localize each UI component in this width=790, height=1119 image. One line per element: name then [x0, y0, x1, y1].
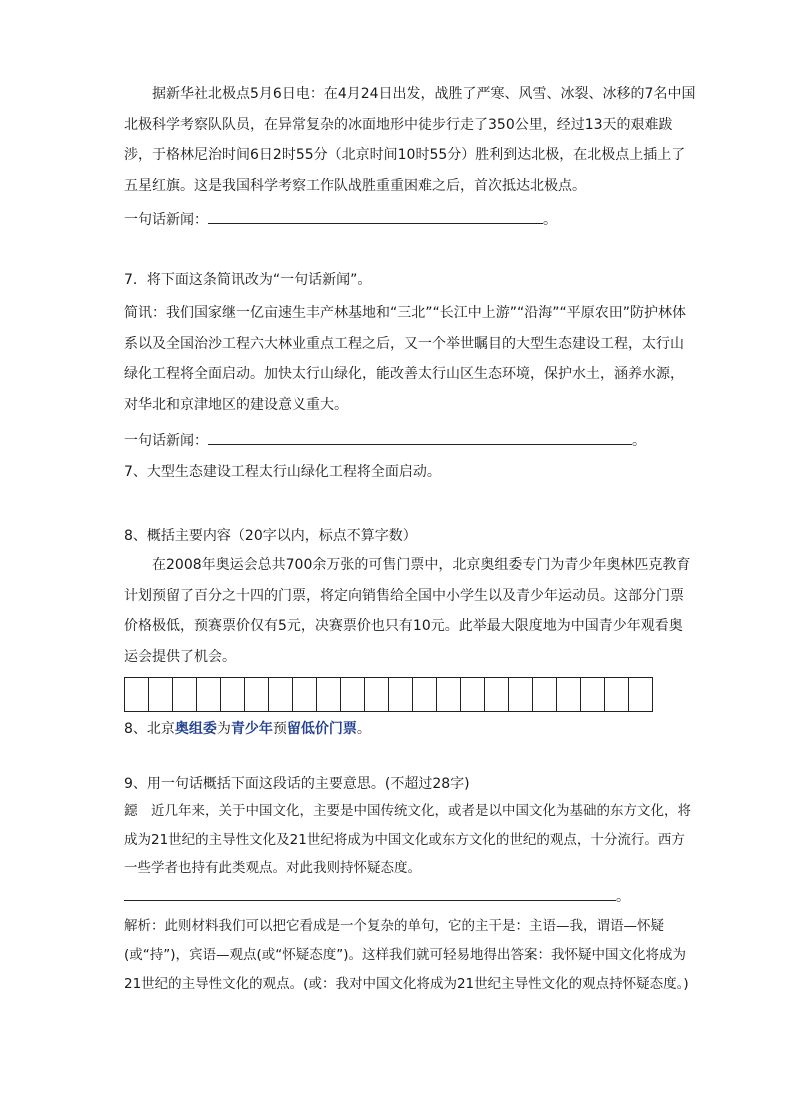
answer-text: 。: [356, 721, 371, 737]
answer-highlight: 留低价门票: [286, 721, 357, 737]
answer-blank-end: 。: [616, 889, 630, 905]
grid-cell[interactable]: [245, 678, 269, 711]
question-7-brief: 简讯：我们国家继一亿亩速生丰产林基地和“三北”“长江中上游”“沿海”“平原农田”防护林体系以及全国治沙工程六大林业重点工程之后，又一个举世瞩目的大型生态建设工程，太行山绿化工程将全面启动。加快太行山绿化，能改善太行山区生态环境，保护水土，涵养水源，对华北和京津地区的建设意义重大。: [124, 305, 687, 413]
grid-cell[interactable]: [125, 678, 149, 711]
question-7-answer: 7、大型生态建设工程太行山绿化工程将全面启动。: [124, 464, 441, 480]
answer-blank-end: 。: [543, 212, 557, 228]
grid-cell[interactable]: [149, 678, 173, 711]
grid-cell[interactable]: [173, 678, 197, 711]
one-sentence-news-2: [124, 430, 646, 451]
question-8-title: 8、概括主要内容（20字以内，标点不算字数）: [124, 528, 417, 544]
grid-cell[interactable]: [437, 678, 461, 711]
answer-highlight: 奥组委: [174, 721, 217, 737]
news-paragraph-1: 据新华社北极点5月6日电：在4月24日出发，战胜了严寒、风雪、冰裂、冰移的7名中国北极科学考察队队员，在异常复杂的冰面地形中徒步行走了350公里，经过13天的艰难跋涉，于格林尼治时间6日2时55分（北京时间10时55分）胜利到达北极，在北极点上插上了五星红旗。这是我国科学考察工作队战胜重重困难之后，首次抵达北极点。: [124, 86, 696, 194]
grid-cell[interactable]: [317, 678, 341, 711]
grid-cell[interactable]: [197, 678, 221, 711]
grid-cell[interactable]: [629, 678, 653, 711]
grid-cell[interactable]: [269, 678, 293, 711]
grid-cell[interactable]: [557, 678, 581, 711]
grid-cell[interactable]: [581, 678, 605, 711]
question-8-answer: [124, 719, 371, 739]
grid-cell[interactable]: [605, 678, 629, 711]
grid-cell[interactable]: [461, 678, 485, 711]
grid-cell[interactable]: [533, 678, 557, 711]
answer-blank-1[interactable]: [208, 209, 543, 224]
question-9-analysis: 解析：此则材料我们可以把它看成是一个复杂的单句，它的主干是：主语—我，谓语—怀疑(或“持”)，宾语—观点(或“怀疑态度”)。这样我们就可轻易地得出答案：我怀疑中国文化将成为21世纪的主导性文化的观点。(或：我对中国文化将成为21世纪主导性文化的观点持怀疑态度。): [124, 918, 689, 992]
answer-text: 8、北京: [124, 721, 175, 737]
answer-blank-3[interactable]: [124, 886, 616, 901]
answer-grid[interactable]: [124, 677, 653, 712]
answer-blank-end: 。: [632, 433, 646, 449]
question-9-answer-line: [124, 886, 630, 907]
answer-text: 预: [272, 721, 287, 737]
one-sentence-news-label: 一句话新闻：: [124, 212, 208, 228]
grid-cell[interactable]: [413, 678, 437, 711]
answer-blank-2[interactable]: [208, 430, 632, 445]
grid-cell[interactable]: [365, 678, 389, 711]
grid-cell[interactable]: [293, 678, 317, 711]
question-9-passage: 鐚 近几年来，关于中国文化，主要是中国传统文化，或者是以中国文化为基础的东方文化，将成为21世纪的主导性文化及21世纪将成为中国文化或东方文化的世纪的观点，十分流行。西方一些学者也持有此类观点。对此我则持怀疑态度。: [124, 803, 691, 876]
grid-cell[interactable]: [389, 678, 413, 711]
grid-cell[interactable]: [509, 678, 533, 711]
question-7-title: 7．将下面这条简讯改为“一句话新闻”。: [124, 272, 372, 288]
question-9-title: 9、用一句话概括下面这段话的主要意思。(不超过28字): [124, 776, 470, 792]
one-sentence-news-label: 一句话新闻：: [124, 433, 208, 449]
grid-cell[interactable]: [485, 678, 509, 711]
answer-text: 为: [216, 721, 231, 737]
question-8-passage: 在2008年奥运会总共700余万张的可售门票中，北京奥组委专门为青少年奥林匹克教育计划预留了百分之十四的门票，将定向销售给全国中小学生以及青少年运动员。这部分门票价格极低，预赛票价仅有5元，决赛票价也只有10元。此举最大限度地为中国青少年观看奥运会提供了机会。: [124, 557, 691, 665]
grid-cell[interactable]: [221, 678, 245, 711]
one-sentence-news-1: [124, 209, 557, 230]
grid-cell[interactable]: [341, 678, 365, 711]
answer-highlight: 青少年: [230, 721, 273, 737]
